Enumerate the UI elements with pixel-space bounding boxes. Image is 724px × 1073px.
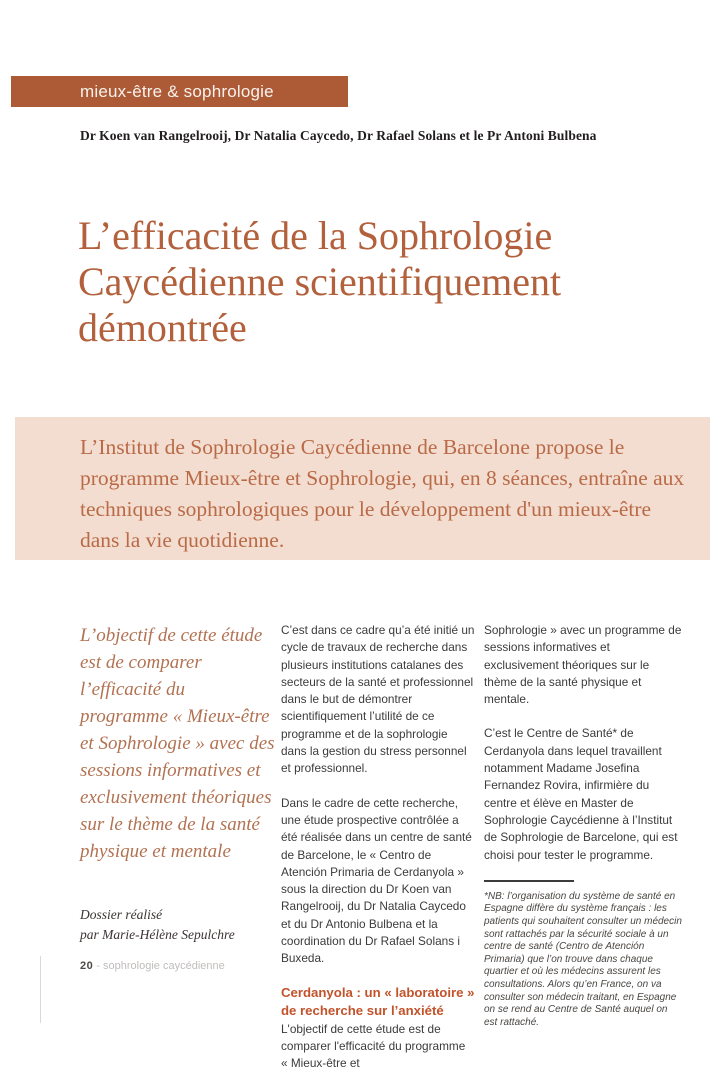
footer-label: - sophrologie caycédienne	[96, 960, 225, 972]
pull-quote: L’objectif de cette étude est de comparer l’efficacité du programme « Mieux-être et Sophrologie » avec des sessions informatives et exclusivement théoriques sur le thème de la santé physique et mentale	[80, 625, 275, 862]
dossier-credit-line2: par Marie-Hélène Sepulchre	[80, 927, 235, 942]
footnote-divider	[484, 880, 574, 882]
page-footer	[80, 960, 225, 972]
dossier-credit-line1: Dossier réalisé	[80, 907, 163, 922]
column-right	[484, 622, 682, 1029]
middle-paragraph-1: C’est dans ce cadre qu’a été initié un cycle de travaux de recherche dans plusieurs institutions catalanes des secteurs de la santé et professionnel dans le but de démontrer scientifiquement l’utilité de ce programme et de la sophrologie dans la gestion du stress personnel et professionnel.	[281, 623, 475, 776]
authors-line: Dr Koen van Rangelrooij, Dr Natalia Caycedo, Dr Rafael Solans et le Pr Antoni Bulbena	[80, 128, 597, 143]
section-heading: Cerdanyola : un « laboratoire » de recherche sur l’anxiété	[281, 984, 475, 1018]
kicker-label: mieux-être & sophrologie	[80, 81, 274, 101]
footnote: *NB: l’organisation du système de santé en Espagne diffère du système français : les patients qui souhaitent consulter un médecin sont rattachés par la sécurité sociale à un centre de santé (Centro de Atención Primaria) que l’on trouve dans chaque quartier et où les médecins assurent les consultations. Alors qu’en France, on va consulter son médecin traitant, en Espagne on se rend au Centre de Santé auquel on est rattaché.	[484, 890, 682, 1028]
kicker-band	[11, 76, 348, 107]
article-title: L’efficacité de la Sophrologie Caycédienne scientifiquement démontrée	[78, 213, 562, 350]
lead-box	[15, 417, 710, 560]
right-paragraph-2: C’est le Centre de Santé* de Cerdanyola dans lequel travaillent notamment Madame Josefina Fernandez Rovira, infirmière du centre et élève en Master de Sophrologie Caycédienne à l’Institut de Sophrologie de Barcelone, qui est choisi pour tester le programme.	[484, 726, 678, 862]
page-crop-mark	[40, 956, 41, 1023]
middle-paragraph-2: Dans le cadre de cette recherche, une étude prospective contrôlée a été réalisée dans un centre de santé de Barcelone, le « Centro de Atención Primaria de Cerdanyola » sous la direction du Dr Koen van Rangelrooij, du Dr Natalia Caycedo et du Dr Antonio Bulbena et la coordination du Dr Rafael Solans i Buxeda.	[281, 795, 472, 966]
middle-paragraph-3: L'objectif de cette étude est de comparer l'efficacité du programme « Mieux-être et	[281, 1021, 466, 1071]
column-middle	[281, 622, 475, 1073]
right-paragraph-1: Sophrologie » avec un programme de sessions informatives et exclusivement théoriques sur le thème de la santé physique et mentale.	[484, 623, 682, 707]
dossier-credit	[80, 905, 276, 945]
lead-paragraph: L’Institut de Sophrologie Caycédienne de Barcelone propose le programme Mieux-être et Sophrologie, qui, en 8 séances, entraîne aux techniques sophrologiques pour le développement d'un mieux-être dans la vie quotidienne.	[80, 435, 685, 552]
page-number: 20	[80, 960, 94, 972]
